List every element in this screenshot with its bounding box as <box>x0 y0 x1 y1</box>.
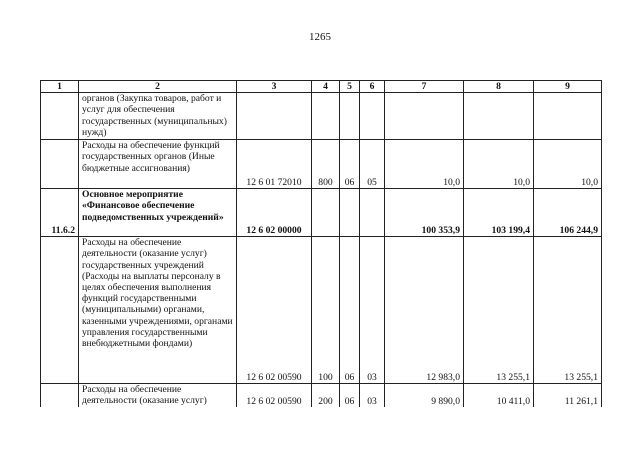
table-row <box>41 140 602 189</box>
row-code <box>41 93 79 140</box>
header-cell: 4 <box>312 81 340 93</box>
row-section <box>340 93 360 140</box>
row-amount-year3: 11 261,1 <box>534 384 602 407</box>
row-amount-year2: 10 411,0 <box>464 384 534 407</box>
row-amount-year3: 10,0 <box>534 140 602 189</box>
row-code <box>41 237 79 384</box>
row-subsection <box>360 93 385 140</box>
row-target-code: 12 6 02 00590 <box>237 237 312 384</box>
row-code <box>41 140 79 189</box>
row-amount-year1 <box>385 93 464 140</box>
header-cell: 3 <box>237 81 312 93</box>
row-section <box>340 189 360 237</box>
row-amount-year2: 13 255,1 <box>464 237 534 384</box>
row-expense-type <box>312 189 340 237</box>
row-code <box>41 384 79 407</box>
header-cell: 9 <box>534 81 602 93</box>
table-row <box>41 237 602 384</box>
row-subsection: 05 <box>360 140 385 189</box>
table-header-row <box>41 81 602 93</box>
row-target-code <box>237 93 312 140</box>
row-section: 06 <box>340 237 360 384</box>
row-subsection: 03 <box>360 384 385 407</box>
row-name: Расходы на обеспечение функций государственных органов (Иные бюджетные ассигнования) <box>79 140 237 189</box>
header-cell: 6 <box>360 81 385 93</box>
budget-table <box>40 80 602 407</box>
row-amount-year1: 12 983,0 <box>385 237 464 384</box>
header-cell: 5 <box>340 81 360 93</box>
row-name: Расходы на обеспечение деятельности (оказание услуг) <box>79 384 237 407</box>
row-amount-year3: 106 244,9 <box>534 189 602 237</box>
row-subsection <box>360 189 385 237</box>
header-cell: 8 <box>464 81 534 93</box>
row-name: Расходы на обеспечение деятельности (оказание услуг) государственных учреждений (Расходы на выплаты персоналу в целях обеспечения выполнения функций государственными (муниципальными) органами, казенными учреждениями, органами управления государственными внебюджетными фондами) <box>79 237 237 384</box>
header-cell: 1 <box>41 81 79 93</box>
row-expense-type: 100 <box>312 237 340 384</box>
row-amount-year1: 9 890,0 <box>385 384 464 407</box>
row-amount-year2: 10,0 <box>464 140 534 189</box>
row-target-code: 12 6 02 00000 <box>237 189 312 237</box>
row-code: 11.6.2 <box>41 189 79 237</box>
row-section: 06 <box>340 384 360 407</box>
table-row <box>41 93 602 140</box>
row-amount-year1: 10,0 <box>385 140 464 189</box>
row-amount-year2 <box>464 93 534 140</box>
header-cell: 7 <box>385 81 464 93</box>
row-amount-year1: 100 353,9 <box>385 189 464 237</box>
row-subsection: 03 <box>360 237 385 384</box>
header-cell: 2 <box>79 81 237 93</box>
row-target-code: 12 6 02 00590 <box>237 384 312 407</box>
row-amount-year2: 103 199,4 <box>464 189 534 237</box>
row-expense-type: 200 <box>312 384 340 407</box>
row-expense-type: 800 <box>312 140 340 189</box>
row-section: 06 <box>340 140 360 189</box>
row-amount-year3 <box>534 93 602 140</box>
row-name: Основное мероприятие «Финансовое обеспечение подведомственных учреждений» <box>79 189 237 237</box>
row-amount-year3: 13 255,1 <box>534 237 602 384</box>
page-number: 1265 <box>309 31 331 43</box>
table-row <box>41 189 602 237</box>
table-row <box>41 384 602 407</box>
row-name: органов (Закупка товаров, работ и услуг для обеспечения государственных (муниципальных) нужд) <box>79 93 237 140</box>
row-expense-type <box>312 93 340 140</box>
row-target-code: 12 6 01 72010 <box>237 140 312 189</box>
